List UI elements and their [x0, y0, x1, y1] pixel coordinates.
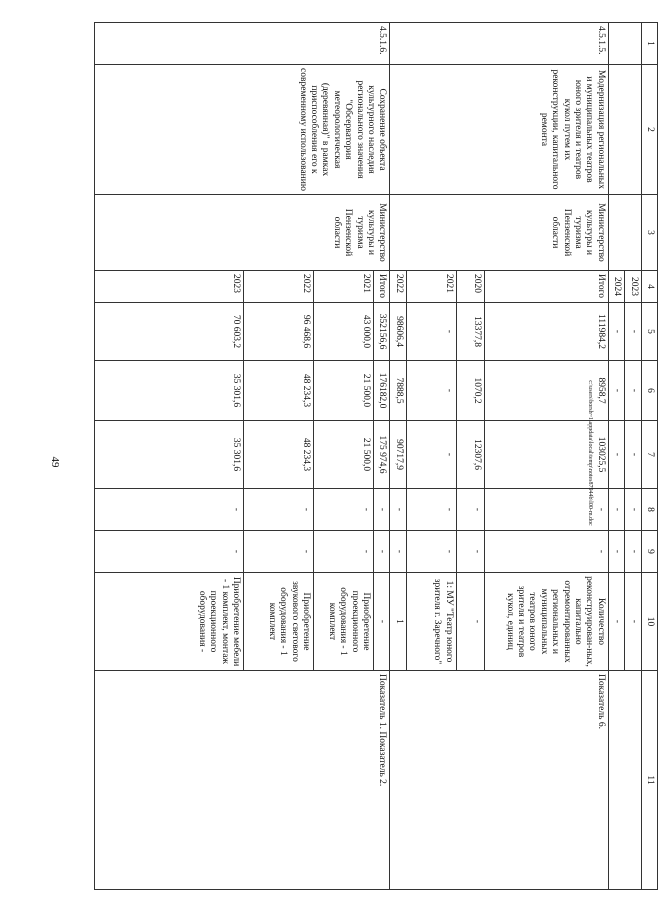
- header-cell: 2: [641, 65, 657, 195]
- amount-other: -: [456, 531, 484, 573]
- header-cell: 7: [641, 421, 657, 489]
- result-cell: -: [456, 573, 484, 671]
- indicator-cell: Показатель 1. Показатель 2.: [95, 671, 390, 890]
- amount-total: -: [406, 303, 456, 361]
- year-cell: 2024: [608, 271, 624, 303]
- amount-regional: 12307,6: [456, 421, 484, 489]
- empty-cell: [608, 195, 641, 271]
- amount-local: -: [390, 489, 406, 531]
- amount-total: 98606,4: [390, 303, 406, 361]
- empty-cell: [608, 65, 641, 195]
- amount-other: -: [484, 531, 608, 573]
- amount-total: 13377,8: [456, 303, 484, 361]
- page-number: 49: [49, 456, 61, 468]
- program-table: [94, 22, 658, 890]
- amount-federal: 7888,5: [390, 361, 406, 421]
- amount-local: -: [95, 489, 244, 531]
- amount-regional: 21 500,0: [314, 421, 374, 489]
- amount-regional: -: [406, 421, 456, 489]
- amount-federal: 21 500,0: [314, 361, 374, 421]
- indicator-cell: Показатель 6.: [390, 671, 608, 890]
- amount-federal: 176182,0: [374, 361, 390, 421]
- amount-regional: 175 974,6: [374, 421, 390, 489]
- amount-local: -: [608, 489, 624, 531]
- year-cell: 2021: [314, 271, 374, 303]
- amount-regional: -: [625, 421, 641, 489]
- amount-total: -: [608, 303, 624, 361]
- amount-federal: 8958,7: [484, 361, 608, 421]
- result-cell: 1: МУ "Театр юного зрителя г. Заречного": [406, 573, 456, 671]
- amount-total: 43 000,0: [314, 303, 374, 361]
- amount-local: -: [456, 489, 484, 531]
- result-cell: Приобретение мебели - 1 комплект, монтаж проекционного оборудования -: [95, 573, 244, 671]
- amount-total: 111984,2: [484, 303, 608, 361]
- amount-federal: 48 234,3: [244, 361, 314, 421]
- amount-other: -: [244, 531, 314, 573]
- result-cell: 1: [390, 573, 406, 671]
- header-cell: 1: [641, 23, 657, 65]
- header-cell: 4: [641, 271, 657, 303]
- amount-other: -: [625, 531, 641, 573]
- year-cell: 2023: [95, 271, 244, 303]
- header-cell: 3: [641, 195, 657, 271]
- amount-regional: -: [608, 421, 624, 489]
- executor: Министерство культуры и туризма Пензенской области: [390, 195, 608, 271]
- header-cell: 8: [641, 489, 657, 531]
- amount-regional: 90717,9: [390, 421, 406, 489]
- amount-local: -: [406, 489, 456, 531]
- result-cell: Приобретение звукового светового оборудования - 1 комплект: [244, 573, 314, 671]
- amount-total: 70 603,2: [95, 303, 244, 361]
- amount-federal: -: [406, 361, 456, 421]
- measure-name: Сохранение объекта культурного наследия регионального значения "Обсерватория метеорологическая (деревянная)" в рамках приспособления его к современному использованию: [95, 65, 390, 195]
- amount-other: -: [608, 531, 624, 573]
- amount-other: -: [406, 531, 456, 573]
- continuation-row: [625, 23, 641, 890]
- year-cell: 2022: [390, 271, 406, 303]
- year-cell: 2021: [406, 271, 456, 303]
- empty-cell: [608, 23, 641, 65]
- amount-local: -: [374, 489, 390, 531]
- amount-regional: 35 301,6: [95, 421, 244, 489]
- amount-total: 352156,6: [374, 303, 390, 361]
- header-cell: 11: [641, 671, 657, 890]
- amount-federal: -: [608, 361, 624, 421]
- header-cell: 9: [641, 531, 657, 573]
- year-cell: Итого: [484, 271, 608, 303]
- amount-regional: 48 234,3: [244, 421, 314, 489]
- amount-local: -: [244, 489, 314, 531]
- amount-local: -: [484, 489, 608, 531]
- measure-name: Модернизация региональных и муниципальных театров юного зрителя и театров кукол путем их реконструкции, капитального ремонта: [390, 65, 608, 195]
- table-row: [374, 23, 390, 890]
- amount-total: -: [625, 303, 641, 361]
- amount-other: -: [374, 531, 390, 573]
- amount-local: -: [625, 489, 641, 531]
- amount-federal: 1070,2: [456, 361, 484, 421]
- result-cell: Количество реконструирован-ных, капитально отремонтированных региональных и муниципальных театров юного зрителя и театров кукол, единиц: [484, 573, 608, 671]
- empty-cell: [608, 671, 641, 890]
- amount-local: -: [314, 489, 374, 531]
- year-cell: 2023: [625, 271, 641, 303]
- executor: Министерство культуры и туризма Пензенской области: [95, 195, 390, 271]
- amount-other: -: [95, 531, 244, 573]
- amount-other: -: [390, 531, 406, 573]
- header-cell: 10: [641, 573, 657, 671]
- header-cell: 6: [641, 361, 657, 421]
- item-number: 4.5.1.6.: [95, 23, 390, 65]
- result-cell: -: [374, 573, 390, 671]
- amount-other: -: [314, 531, 374, 573]
- file-path-footer: c:\users\borsh~1\appdata\local\temp\notes87944b\l00-m.doc: [587, 380, 593, 526]
- result-cell: -: [608, 573, 624, 671]
- header-row: [641, 23, 657, 890]
- header-cell: 5: [641, 303, 657, 361]
- amount-total: 96 468,6: [244, 303, 314, 361]
- amount-federal: 35 301,6: [95, 361, 244, 421]
- result-cell: Приобретение проекционного оборудования - 1 комплект: [314, 573, 374, 671]
- year-cell: 2022: [244, 271, 314, 303]
- rotated-table-page: [94, 22, 658, 789]
- year-cell: Итого: [374, 271, 390, 303]
- amount-regional: 103025,5: [484, 421, 608, 489]
- result-cell: -: [625, 573, 641, 671]
- amount-federal: -: [625, 361, 641, 421]
- year-cell: 2020: [456, 271, 484, 303]
- item-number: 4.5.1.5.: [390, 23, 608, 65]
